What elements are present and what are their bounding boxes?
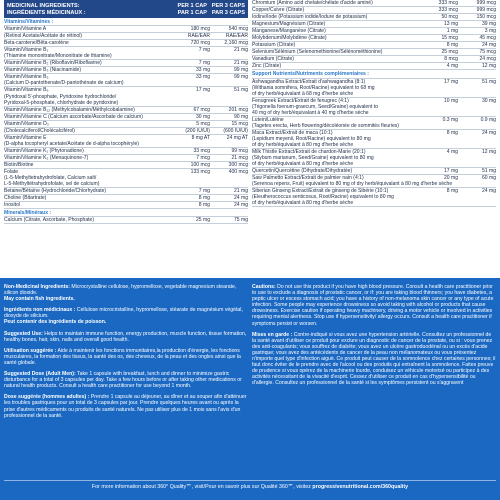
ingredient-name: of dry herb/équivalant à 80 mg d'herbe sèche xyxy=(252,200,354,207)
amount-per-cap: 180 mcg xyxy=(190,26,210,33)
ingredient-name: Vitamin/Vitamine A xyxy=(4,26,47,33)
ingredient-row xyxy=(252,21,496,28)
ingredient-name: (Tagetes erecta, Herb flowering/décoléonée de sommités fleuries) xyxy=(252,122,399,129)
ingredient-name: Fenugreek Extract/Extrait de fenugrec (4:1) xyxy=(252,97,349,104)
ingredient-row xyxy=(4,40,248,47)
amount-per-3-caps: 39 mg xyxy=(481,21,496,28)
cautions-heading: Cautions: xyxy=(252,284,276,290)
ingredient-name: Chromium (Amino acid chelate/chélate d'acide aminé) xyxy=(252,0,373,6)
amount-per-cap: 8 mg xyxy=(198,202,210,209)
ingredient-name: Magnesium/Magnésium (Citrate) xyxy=(252,21,326,28)
ingredients-column-right xyxy=(252,0,496,207)
ingredients-title: MEDICINAL INGREDIENTS: xyxy=(7,3,80,10)
amount-per-3-caps: 99 mg xyxy=(233,67,248,74)
ingredient-row xyxy=(4,121,248,128)
footer-link[interactable]: progressivenutritional.com/360quality xyxy=(312,484,409,490)
info-column-left xyxy=(4,284,248,424)
ingredient-row xyxy=(252,56,496,63)
amount-per-3-caps: 400 mcg xyxy=(228,169,248,176)
ingredient-name: Selenium/Sélénium (Selenomethionine/Sélénométhionine) xyxy=(252,49,383,56)
ingredient-row xyxy=(252,161,496,168)
ingredient-name: Vitamin/Vitamine B₁₂ (Methylcobalamin/Méthylcobalamine) xyxy=(4,106,135,113)
suggested-dose-text: Take 1 capsule with breakfast, lunch and dinner to minimize gastric disturbance for a total of 3 capsules per day. Take a few hours before or after taking other medications or natural health products. Consult a health care practitioner for use beyond 1 month. xyxy=(4,371,242,390)
per-caps-label: PER 3 CAPS xyxy=(211,3,245,10)
footer-divider xyxy=(4,480,496,481)
per-cap-label-fr: PAR 1 CAP xyxy=(177,9,207,16)
ingredient-name: of dry herb/équivalant à 80 mg d'herbe sèche xyxy=(252,141,354,148)
amount-per-3-caps: 99 mg xyxy=(233,74,248,81)
suggested-use-section-fr xyxy=(4,348,248,366)
ingredient-name: Saw Palmetto Extract/Extrait de palmier nain (4:1) xyxy=(252,175,364,182)
suggested-use-heading: Suggested Use: xyxy=(4,330,43,337)
ingredient-row xyxy=(4,114,248,121)
ingredient-name: (Trigonella foenum-graecum, Seed/Graine) equivalent to xyxy=(252,103,379,110)
ingredient-name: 40 mg of dry herb/équivalant à 40 mg d'herbe sèche xyxy=(252,109,369,116)
amount-per-cap: 8 mcg xyxy=(444,56,458,63)
amount-per-cap: 720 mcg xyxy=(190,40,210,47)
ingredient-name: Beta-carotene/Bêta-carotène xyxy=(4,40,69,47)
ingredient-row xyxy=(4,80,248,87)
amount-per-cap: 7 mg xyxy=(198,60,210,67)
non-medicinal-section-fr xyxy=(4,307,248,325)
ingredient-name: Vitamin/Vitamine K₁ (Phytonadione) xyxy=(4,147,84,154)
ingredients-list-left xyxy=(4,18,248,224)
ingredient-row xyxy=(252,35,496,42)
ingredient-name: Iodine/Iode (Potassium iodide/Iodure de potassium) xyxy=(252,14,368,21)
amount-per-3-caps: 999 mcg xyxy=(476,0,496,6)
ingredient-name: Vitamin/Vitamine D₃ xyxy=(4,120,49,127)
suggested-dose-section-fr xyxy=(4,394,248,418)
ingredient-row xyxy=(4,181,248,188)
amount-per-3-caps: 150 mcg xyxy=(476,14,496,21)
ingredient-row xyxy=(252,7,496,14)
ingredient-name: Vitamin/Vitamine E xyxy=(4,134,47,141)
ingredient-name: of dry herb/équivalant à 68 mg d'herbe sèche xyxy=(252,90,354,97)
amount-per-3-caps: (600 IU/UI) xyxy=(223,127,248,134)
amount-per-cap: 8 mg AT xyxy=(191,134,210,141)
ingredient-row xyxy=(252,168,496,175)
info-column-right xyxy=(252,284,496,392)
ingredient-row xyxy=(4,26,248,33)
amount-per-3-caps: 3 mg xyxy=(484,28,496,35)
amount-per-cap: 4 mg xyxy=(446,149,458,156)
ingredient-name: (L-5-Methyltetrahydrofolate, Calcium salt/ xyxy=(4,175,97,182)
per-caps-label-fr: PAR 3 CAPS xyxy=(211,9,245,16)
non-medicinal-note: May contain fish ingredients. xyxy=(4,296,75,303)
amount-per-cap: 17 mg xyxy=(443,78,458,85)
cautions-section-fr xyxy=(252,332,496,387)
amount-per-cap: (200 IU/UI) xyxy=(185,127,210,134)
section-title-label: Support Nutrients/Nutriments complémentaires : xyxy=(252,71,369,78)
ingredient-row xyxy=(4,107,248,114)
ingredient-name: Manganese/Manganèse (Citrate) xyxy=(252,28,326,35)
amount-per-cap: 25 mg xyxy=(195,217,210,224)
section-title-label: Vitamins/Vitamines : xyxy=(4,19,54,25)
ingredient-row xyxy=(252,42,496,49)
amount-per-3-caps: 51 mg xyxy=(481,168,496,175)
ingredient-name: Molybdenum/Molybdène (Citrate) xyxy=(252,35,327,42)
ingredient-row xyxy=(252,91,496,98)
ingredient-name: Betaine/Bétaïne (Hydrochloride/Chlorhydrate) xyxy=(4,188,107,195)
amount-per-cap: 15 mcg xyxy=(441,35,458,42)
amount-per-cap: 0.3 mg xyxy=(442,116,458,123)
cautions-text: Do not use this product if you have high blood pressure. Consult a health care practitioner prior to use to exclude a diagnosis of prostatic cancer, or if: you are taking blood thinners; you have diabetes, a peptic ulcer or excess stomach acid; you have a history of non-melanoma skin cancer or any type of acute infection. Some people may experience drowsiness so avoid taking with alcohol or products that cause drowsiness. Exercise caution if operating heavy machinery, driving a motor vehicle or involved in activities requiring mental alertness. Stop use if hypersensitivity/ allergy occurs. Consult a health care practitioner if symptoms persist or worsen. xyxy=(252,284,494,327)
amount-per-cap: 30 mg xyxy=(195,113,210,120)
amount-per-3-caps: 0.9 mg xyxy=(480,116,496,123)
ingredient-name: (Eleutherococcus senticosus, Root/Racine) equivalent to 80 mg xyxy=(252,194,394,201)
amount-per-cap: 4 mg xyxy=(446,63,458,70)
ingredient-name: Zinc (Citrate) xyxy=(252,63,282,70)
ingredient-name: (Calcium D-pantothenate/D-pantothénate de calcium) xyxy=(4,80,124,87)
ingredient-name: Vitamin/Vitamine B₁ xyxy=(4,47,49,54)
amount-per-cap: 10 mg xyxy=(443,97,458,104)
amount-per-3-caps: 201 mcg xyxy=(228,106,248,113)
amount-per-3-caps: 45 mcg xyxy=(479,35,496,42)
amount-per-3-caps: 12 mg xyxy=(481,149,496,156)
amount-per-cap: 20 mg xyxy=(443,175,458,182)
amount-per-cap: 133 mcg xyxy=(190,169,210,176)
amount-per-3-caps: 999 mcg xyxy=(476,7,496,14)
amount-per-3-caps: 30 mg xyxy=(481,97,496,104)
ingredient-row xyxy=(4,188,248,195)
amount-per-3-caps: 60 mg xyxy=(481,175,496,182)
amount-per-3-caps: 21 mg xyxy=(233,47,248,54)
ingredient-row xyxy=(4,67,248,74)
ingredient-name: Siberian Ginseng Extract/Extrait de ginseng de Sibérie (10:1) xyxy=(252,188,389,195)
amount-per-3-caps: 75 mcg xyxy=(479,49,496,56)
non-medicinal-note-fr: Peut contenir des ingrédients de poisson. xyxy=(4,319,107,326)
amount-per-3-caps: 21 mg xyxy=(233,60,248,67)
ingredient-row xyxy=(252,28,496,35)
amount-per-3-caps: 51 mg xyxy=(481,78,496,85)
suggested-dose-text-fr: Prendre 1 capsule au déjeuner, au dîner et au souper afin d'atténuer les troubles gastriques pour un total de 3 capsules par jour. Prendre quelques heures avant ou après la prise d'autres médicaments ou produits de santé naturels. Ne pas utiliser plus de 1 mois sans l'avis d'un professionnel de la santé. xyxy=(4,394,247,419)
ingredient-name: (Silybum marianum, Seed/Graine) equivalent to 80 mg xyxy=(252,155,374,162)
amount-per-3-caps: 90 mg xyxy=(233,113,248,120)
ingredient-row xyxy=(4,155,248,162)
ingredient-name: Biotin/Biotine xyxy=(4,161,34,168)
ingredient-row xyxy=(252,49,496,56)
amount-per-cap: 17 mg xyxy=(443,168,458,175)
amount-per-3-caps: 24 mg xyxy=(481,188,496,195)
ingredient-name: Vitamin/Vitamine C (Calcium ascorbate/Ascorbate de calcium) xyxy=(4,113,143,120)
amount-per-cap: RAE/EAR xyxy=(187,33,210,40)
ingredient-section-title xyxy=(4,209,248,217)
amount-per-3-caps: 99 mcg xyxy=(231,147,248,154)
ingredient-name: Vitamin/Vitamine B₂ (Riboflavin/Riboflavine) xyxy=(4,60,102,67)
ingredients-header xyxy=(4,0,248,18)
amount-per-3-caps: 15 mcg xyxy=(231,120,248,127)
ingredient-row xyxy=(4,148,248,155)
amount-per-cap: 8 mg xyxy=(446,188,458,195)
footer xyxy=(4,484,496,491)
ingredient-name: Vitamin/Vitamine B₆ xyxy=(4,87,49,94)
ingredient-row xyxy=(4,217,248,224)
ingredient-row xyxy=(252,123,496,130)
ingredient-name: Vanadium (Citrate) xyxy=(252,56,294,63)
ingredient-section-title xyxy=(252,70,496,78)
non-medicinal-heading-fr: Ingrédients non médicinaux : xyxy=(4,307,76,314)
amount-per-cap: 5 mcg xyxy=(196,120,210,127)
cautions-heading-fr: Mises en garde : xyxy=(252,331,293,338)
ingredient-name: Inositol xyxy=(4,202,20,209)
amount-per-3-caps: 51 mg xyxy=(233,87,248,94)
amount-per-cap: 8 mg xyxy=(198,195,210,202)
ingredient-name: Potassium (Citrate) xyxy=(252,42,296,49)
amount-per-cap: 7 mg xyxy=(198,188,210,195)
amount-per-3-caps: 24 mg xyxy=(481,129,496,136)
amount-per-cap: 333 mcg xyxy=(438,7,458,14)
ingredients-list-right xyxy=(252,0,496,207)
ingredients-column-left xyxy=(4,0,248,224)
amount-per-cap: 13 mg xyxy=(443,21,458,28)
ingredient-name: Vitamin/Vitamine K₂ (Menaquinone-7) xyxy=(4,154,89,161)
ingredient-name: Vitamin/Vitamine B₃ (Niacinamide) xyxy=(4,67,82,74)
amount-per-3-caps: 300 mcg xyxy=(228,161,248,168)
amount-per-cap: 7 mg xyxy=(198,47,210,54)
ingredient-name: (Retinol Acetate/Acétate de rétinol) xyxy=(4,33,82,40)
amount-per-cap: 7 mcg xyxy=(196,154,210,161)
ingredient-name: Choline (Bitartrate) xyxy=(4,195,47,202)
ingredient-name: L-5-Méthyltétrahydrofolate, sel de calcium) xyxy=(4,181,100,188)
suggested-dose-heading: Suggested Dose (Adult Men): xyxy=(4,371,76,378)
ingredient-row xyxy=(4,162,248,169)
ingredient-name: (Pyridoxal 5'-phosphate, Pyridoxine hydrochloride/ xyxy=(4,93,117,100)
ingredient-row xyxy=(4,141,248,148)
ingredient-row xyxy=(252,63,496,70)
amount-per-3-caps: 12 mg xyxy=(481,63,496,70)
amount-per-3-caps: 24 mg xyxy=(481,42,496,49)
non-medicinal-section xyxy=(4,284,248,302)
ingredient-name: (D-alpha tocopheryl acetate/Acétate de d-alpha tocophéryle) xyxy=(4,140,139,147)
suggested-dose-heading-fr: Dose suggérée (hommes adultes) : xyxy=(4,394,90,401)
ingredient-name: Lutein/Lutéine xyxy=(252,116,284,123)
amount-per-cap: 33 mg xyxy=(195,74,210,81)
ingredient-row xyxy=(252,0,496,7)
section-title-label: Minerals/Minéraux : xyxy=(4,210,52,217)
ingredient-name: (Cholecalciferol/Cholécalciférol) xyxy=(4,127,75,134)
ingredient-name: (Lepidium meyenii, Root/Racine) equivalent to 80 mg xyxy=(252,135,371,142)
suggested-use-text-fr: Aide à maintenir les fonctions immunitaires,la production d'énergie, les fonctions musculaires, la formation des tissus, la santé des os, des cheveux, de la peau et des ongles ainsi que la santé globale. xyxy=(4,347,241,366)
ingredient-name: (Withania somnifera, Root/Racine) equivalent to 68 mg xyxy=(252,84,375,91)
ingredient-row xyxy=(4,202,248,209)
non-medicinal-text-fr: Cellulose microcristalline, hypromellose, stéarate de magnésium végétal, dioxyde de silicium. xyxy=(4,307,243,320)
ingredient-name: Maca Extract/Extrait de maca (10:1) xyxy=(252,129,333,136)
ingredient-name: of dry herb/équivalant à 80 mg d'herbe sèche xyxy=(252,161,354,168)
ingredient-row xyxy=(252,110,496,117)
amount-per-cap: 100 mcg xyxy=(190,161,210,168)
ingredient-name: Copper/Cuivre (Citrate) xyxy=(252,7,305,14)
ingredient-name: Milk Thistle Extract/Extrait de chardon-Marie (20:1) xyxy=(252,149,366,156)
ingredient-name: Vitamin/Vitamine B₅ xyxy=(4,74,49,81)
amount-per-3-caps: 21 mg xyxy=(233,188,248,195)
amount-per-3-caps: 24 mg AT xyxy=(226,134,248,141)
ingredient-row xyxy=(4,53,248,60)
suggested-use-heading-fr: Utilisation suggérée : xyxy=(4,347,57,354)
amount-per-3-caps: 540 mcg xyxy=(228,26,248,33)
ingredient-name: Quercetin/Quercétine (Dihydrate/Dihydratée) xyxy=(252,168,353,175)
ingredient-name: Calcium (Citrate, Ascorbate, Phosphate) xyxy=(4,217,95,224)
ingredient-row xyxy=(252,200,496,207)
amount-per-3-caps: RAE/EAR xyxy=(225,33,248,40)
ingredients-title-fr: INGRÉDIENTS MÉDICINAUX : xyxy=(7,9,86,16)
ingredient-name: Folate xyxy=(4,169,19,176)
ingredient-name: Pyridoxal-5-phosphate, chlorhydrate de pyridoxine) xyxy=(4,99,119,106)
ingredient-name: Ashwagandha Extract/Extrait d'ashwagandha (8:1) xyxy=(252,78,366,85)
suggested-dose-section xyxy=(4,371,248,389)
non-medicinal-heading: Non-Medicinal Ingredients: xyxy=(4,284,70,290)
ingredient-row xyxy=(252,14,496,21)
amount-per-cap: 17 mg xyxy=(195,87,210,94)
ingredient-name: (Thiamine mononitrate/Mononitrate de thiamine) xyxy=(4,53,112,60)
cautions-section xyxy=(252,284,496,327)
amount-per-cap: 8 mg xyxy=(446,42,458,49)
ingredient-row xyxy=(252,142,496,149)
ingredient-row xyxy=(4,195,248,202)
amount-per-cap: 8 mg xyxy=(446,129,458,136)
footer-text: For more information about 360° Quality℠, visit/Pour en savoir plus sur Qualité 360℠, visitez xyxy=(91,484,311,490)
amount-per-cap: 50 mcg xyxy=(441,14,458,21)
ingredient-row xyxy=(4,60,248,67)
amount-per-3-caps: 24 mg xyxy=(233,202,248,209)
per-cap-label: PER 1 CAP xyxy=(177,3,207,10)
ingredient-name: (Serenoa repens, Fruit) equivalent to 80 mg of dry herb/équivalant à 80 mg d'herbe sèche xyxy=(252,181,453,188)
ingredient-row xyxy=(4,128,248,135)
ingredient-row xyxy=(4,100,248,107)
amount-per-3-caps: 21 mcg xyxy=(231,154,248,161)
ingredient-row xyxy=(252,181,496,188)
non-medicinal-text: Microcrystalline cellulose, hypromellose, vegetable magnesium stearate, silicon dioxide. xyxy=(4,284,237,297)
amount-per-3-caps: 24 mcg xyxy=(479,56,496,63)
amount-per-3-caps: 24 mg xyxy=(233,195,248,202)
amount-per-cap: 33 mcg xyxy=(193,147,210,154)
amount-per-cap: 1 mg xyxy=(446,28,458,35)
amount-per-cap: 33 mg xyxy=(195,67,210,74)
amount-per-3-caps: 75 mg xyxy=(233,217,248,224)
amount-per-3-caps: 2,160 mcg xyxy=(224,40,248,47)
cautions-text-fr: Contre-indiqué si vous avez une hypertension artérielle. Consultez un professionnel de la santé avant d'utiliser ce produit pour exclure un diagnostic de cancer de la prostate, ou si : vous prenez des anti-coagulants; vous souffrez de diabète; vous avez un ulcère gastroduodénal ou un excès d'acide gastrique; vous avez des antécédents de cancer de la peau non mélanomateux ou vous présentez n'importe quel type d'infection aiguë. Ce produit peut causer de la somnolence chez certaines personnes; il faut donc éviter de le prendre avec de l'alcool ou des produits qui entraînent la somnolence. Faites preuve de prudence si vous opérez de la machinerie lourde, conduisez un véhicule motorisé ou participez à des activités nécessitant de la vivacité d'esprit. Cessez d'utiliser ce produit en cas d'hypersensibilité ou d'allergie. Consultez un professionnel de la santé si les symptômes persistent ou s'aggravent xyxy=(252,331,496,387)
amount-per-cap: 67 mcg xyxy=(193,106,210,113)
suggested-use-text: Helps to maintain immune function, energy production, muscle function, tissue formation, healthy bones, hair, skin, nails and overall good health. xyxy=(4,330,247,343)
ingredient-section-title xyxy=(4,18,248,26)
suggested-use-section xyxy=(4,331,248,343)
amount-per-cap: 333 mcg xyxy=(438,0,458,6)
ingredient-row xyxy=(4,33,248,40)
amount-per-cap: 25 mcg xyxy=(441,49,458,56)
